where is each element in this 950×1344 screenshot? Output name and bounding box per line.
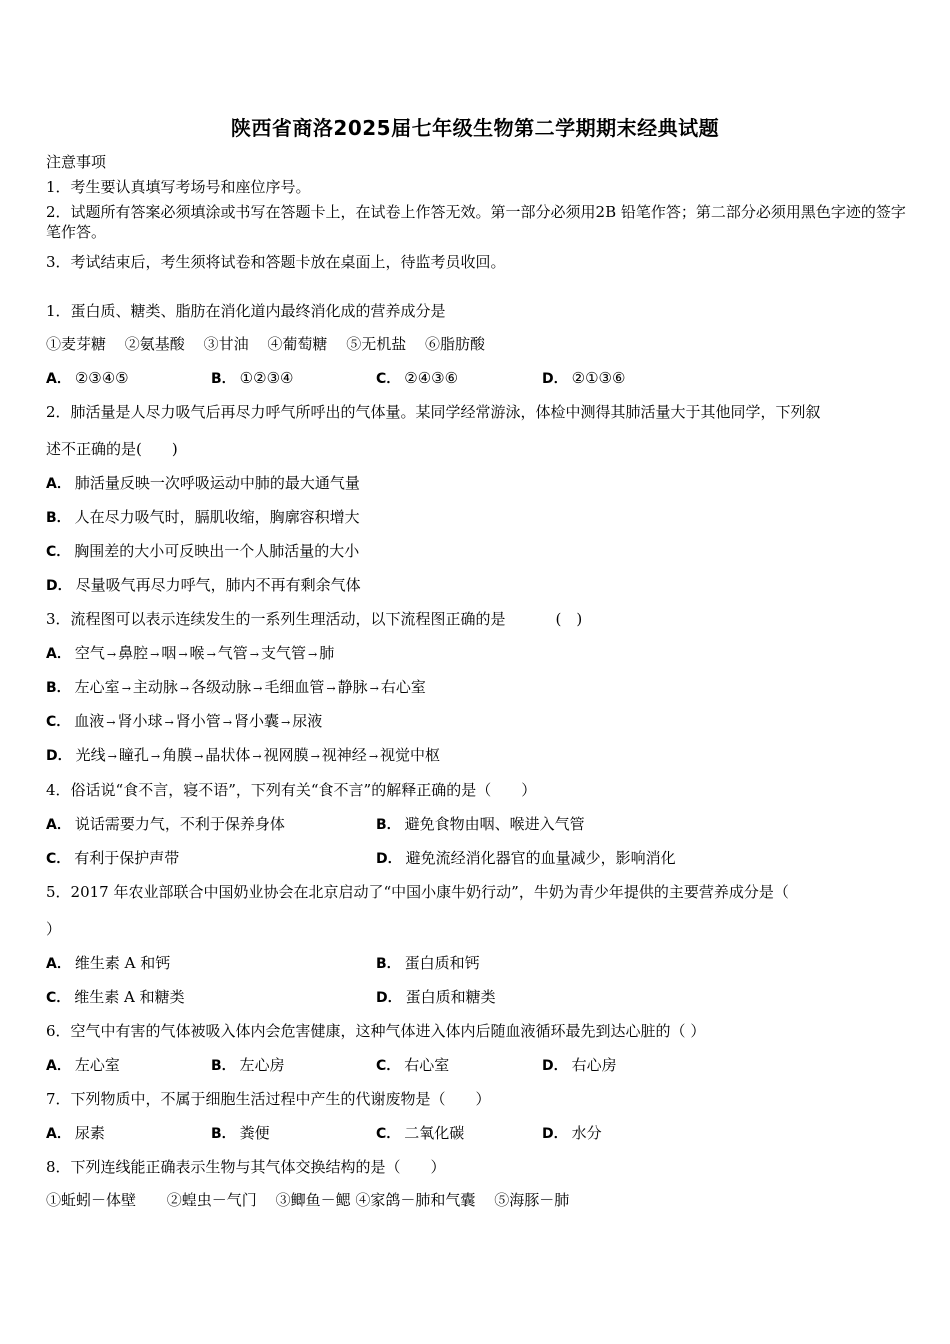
- flow-arrow-icon: →: [178, 648, 188, 661]
- flow-arrow-icon: →: [150, 648, 160, 661]
- q3-stem: 3．流程图可以表示连续发生的一系列生理活动，以下流程图正确的是 ( ): [46, 610, 583, 628]
- q1-option-a: A． ②③④⑤: [46, 369, 129, 387]
- flow-step: 静脉: [337, 678, 368, 696]
- q2-stem-line1: 2．肺活量是人尽力吸气后再尽力呼气所呼出的气体量。某同学经常游泳，体检中测得其肺活量大于其他同学，下列叙: [46, 403, 821, 421]
- q6-option-c: C． 右心室: [376, 1056, 450, 1074]
- notice-item-3: 3．考试结束后，考生须将试卷和答题卡放在桌面上，待监考员收回。: [46, 253, 506, 271]
- q2-stem-line2: 述不正确的是( ): [46, 440, 178, 458]
- q6-option-b: B． 左心房: [211, 1056, 285, 1074]
- q5-stem-line1: 5．2017 年农业部联合中国奶业协会在北京启动了“中国小康牛奶行动”，牛奶为青少年提供的主要营养成分是（: [46, 883, 789, 901]
- flow-step: 光线: [75, 746, 106, 764]
- q4-option-c: C． 有利于保护声带: [46, 849, 180, 867]
- notice-item-2: 2．试题所有答案必须填涂或书写在答题卡上，在试卷上作答无效。第一部分必须用2B 铅笔作答；第二部分必须用黑色字迹的签字笔作答。: [46, 203, 906, 241]
- q1-item-4: ④葡萄糖: [267, 335, 328, 353]
- flow-step: 气管: [217, 644, 248, 662]
- flow-arrow-icon: →: [107, 750, 117, 763]
- flow-step: 毛细血管: [264, 678, 325, 696]
- flow-arrow-icon: →: [106, 716, 116, 729]
- flow-step: 视觉中枢: [380, 746, 441, 764]
- q4-option-a: A． 说话需要力气，不利于保养身体: [46, 815, 285, 833]
- q3-option-c: C． 血液 → 肾小球 → 肾小管 → 肾小囊 → 尿液: [46, 712, 323, 730]
- q1-item-6: ⑥脂肪酸: [424, 335, 485, 353]
- flow-arrow-icon: →: [253, 682, 263, 695]
- q1-stem: 1．蛋白质、糖类、脂肪在消化道内最终消化成的营养成分是: [46, 302, 446, 320]
- flow-arrow-icon: →: [150, 750, 161, 763]
- q6-stem: 6．空气中有害的气体被吸入体内会危害健康，这种气体进入体内后随血液循环最先到达心脏的（ ）: [46, 1022, 706, 1040]
- q2-option-b: B． 人在尽力吸气时，膈肌收缩，胸廓容积增大: [46, 508, 360, 526]
- q3-option-d: D． 光线 → 瞳孔 → 角膜 → 晶状体 → 视网膜 → 视神经 → 视觉中枢: [46, 746, 441, 764]
- flow-arrow-icon: →: [308, 648, 318, 661]
- flow-arrow-icon: →: [222, 716, 232, 729]
- flow-arrow-icon: →: [164, 716, 174, 729]
- flow-step: 左心室: [74, 678, 120, 696]
- q1-item-3: ③甘油: [203, 335, 249, 353]
- flow-arrow-icon: →: [326, 682, 336, 695]
- q1-option-b: B． ①②③④: [211, 369, 294, 387]
- flow-step: 瞳孔: [118, 746, 149, 764]
- q1-item-1: ①麦芽糖: [46, 335, 107, 353]
- flow-step: 空气: [74, 644, 105, 662]
- flow-step: 右心室: [380, 678, 426, 696]
- flow-step: 肺: [319, 644, 335, 662]
- flow-arrow-icon: →: [310, 750, 320, 763]
- q1-option-c: C． ②④③⑥: [376, 369, 459, 387]
- q1-item-2: ②氨基酸: [124, 335, 185, 353]
- q2-option-c: C． 胸围差的大小可反映出一个人肺活量的大小: [46, 542, 360, 560]
- notice-item-1: 1．考生要认真填写考场号和座位序号。: [46, 178, 311, 196]
- flow-arrow-icon: →: [106, 648, 117, 661]
- flow-arrow-icon: →: [179, 682, 190, 695]
- q1-items: [46, 334, 485, 354]
- flow-step: 视神经: [321, 746, 367, 764]
- flow-step: 肾小囊: [233, 712, 279, 730]
- flow-step: 视网膜: [263, 746, 309, 764]
- flow-arrow-icon: →: [368, 750, 379, 763]
- q7-option-b: B． 粪便: [211, 1124, 270, 1142]
- flow-step: 鼻腔: [118, 644, 149, 662]
- q8-item-5: ⑤海豚－肺: [494, 1191, 570, 1209]
- q4-option-b: B． 避免食物由咽、喉进入气管: [376, 815, 585, 833]
- flow-arrow-icon: →: [194, 750, 204, 763]
- q8-item-3: ③鲫鱼－鳃: [275, 1191, 351, 1209]
- flow-arrow-icon: →: [281, 716, 291, 729]
- flow-step: 肾小管: [175, 712, 221, 730]
- flow-step: 肾小球: [117, 712, 163, 730]
- q7-stem: 7．下列物质中，不属于细胞生活过程中产生的代谢废物是（ ）: [46, 1090, 491, 1108]
- q7-option-a: A． 尿素: [46, 1124, 105, 1142]
- flow-step: 主动脉: [132, 678, 178, 696]
- q3-option-a: A． 空气 → 鼻腔 → 咽 → 喉 → 气管 → 支气管 → 肺: [46, 644, 335, 662]
- flow-step: 支气管: [261, 644, 307, 662]
- q8-item-2: ②蝗虫－气门: [166, 1191, 257, 1209]
- q8-item-1: ①蚯蚓－体壁: [46, 1191, 137, 1209]
- flow-arrow-icon: →: [121, 682, 131, 695]
- q8-item-4: ④家鸽－肺和气囊: [355, 1191, 476, 1209]
- flow-step: 血液: [74, 712, 105, 730]
- page-title: 陕西省商洛2025届七年级生物第二学期期末经典试题: [230, 116, 720, 140]
- q2-option-a: A． 肺活量反映一次呼吸运动中肺的最大通气量: [46, 474, 360, 492]
- q4-stem: 4．俗话说“食不言，寝不语”，下列有关“食不言”的解释正确的是（ ）: [46, 781, 537, 799]
- q3-option-b: B． 左心室 → 主动脉 → 各级动脉 → 毛细血管 → 静脉 → 右心室: [46, 678, 426, 696]
- q5-option-c: C． 维生素 A 和糖类: [46, 988, 185, 1006]
- flow-arrow-icon: →: [249, 648, 260, 661]
- flow-step: 咽: [161, 644, 177, 662]
- flow-arrow-icon: →: [369, 682, 379, 695]
- flow-step: 尿液: [292, 712, 323, 730]
- q3-bracket: ( ): [555, 610, 583, 628]
- q5-stem-line2: ）: [46, 920, 62, 938]
- q5-option-a: A． 维生素 A 和钙: [46, 954, 171, 972]
- flow-step: 喉: [189, 644, 205, 662]
- q8-stem: 8．下列连线能正确表示生物与其气体交换结构的是（ ）: [46, 1158, 446, 1176]
- q2-option-d: D． 尽量吸气再尽力呼气，肺内不再有剩余气体: [46, 576, 361, 594]
- flow-step: 各级动脉: [191, 678, 252, 696]
- q1-item-5: ⑤无机盐: [346, 335, 407, 353]
- q8-items: [46, 1190, 569, 1210]
- flow-arrow-icon: →: [206, 648, 216, 661]
- q4-option-d: D． 避免流经消化器官的血量减少，影响消化: [376, 849, 676, 867]
- flow-step: 晶状体: [205, 746, 251, 764]
- q7-option-d: D． 水分: [542, 1124, 602, 1142]
- q6-option-d: D． 右心房: [542, 1056, 617, 1074]
- q6-option-a: A． 左心室: [46, 1056, 120, 1074]
- q7-option-c: C． 二氧化碳: [376, 1124, 465, 1142]
- flow-arrow-icon: →: [252, 750, 262, 763]
- q1-option-d: D． ②①③⑥: [542, 369, 626, 387]
- flow-step: 角膜: [162, 746, 193, 764]
- notice-heading: 注意事项: [46, 153, 107, 171]
- q5-option-b: B． 蛋白质和钙: [376, 954, 480, 972]
- q5-option-d: D． 蛋白质和糖类: [376, 988, 496, 1006]
